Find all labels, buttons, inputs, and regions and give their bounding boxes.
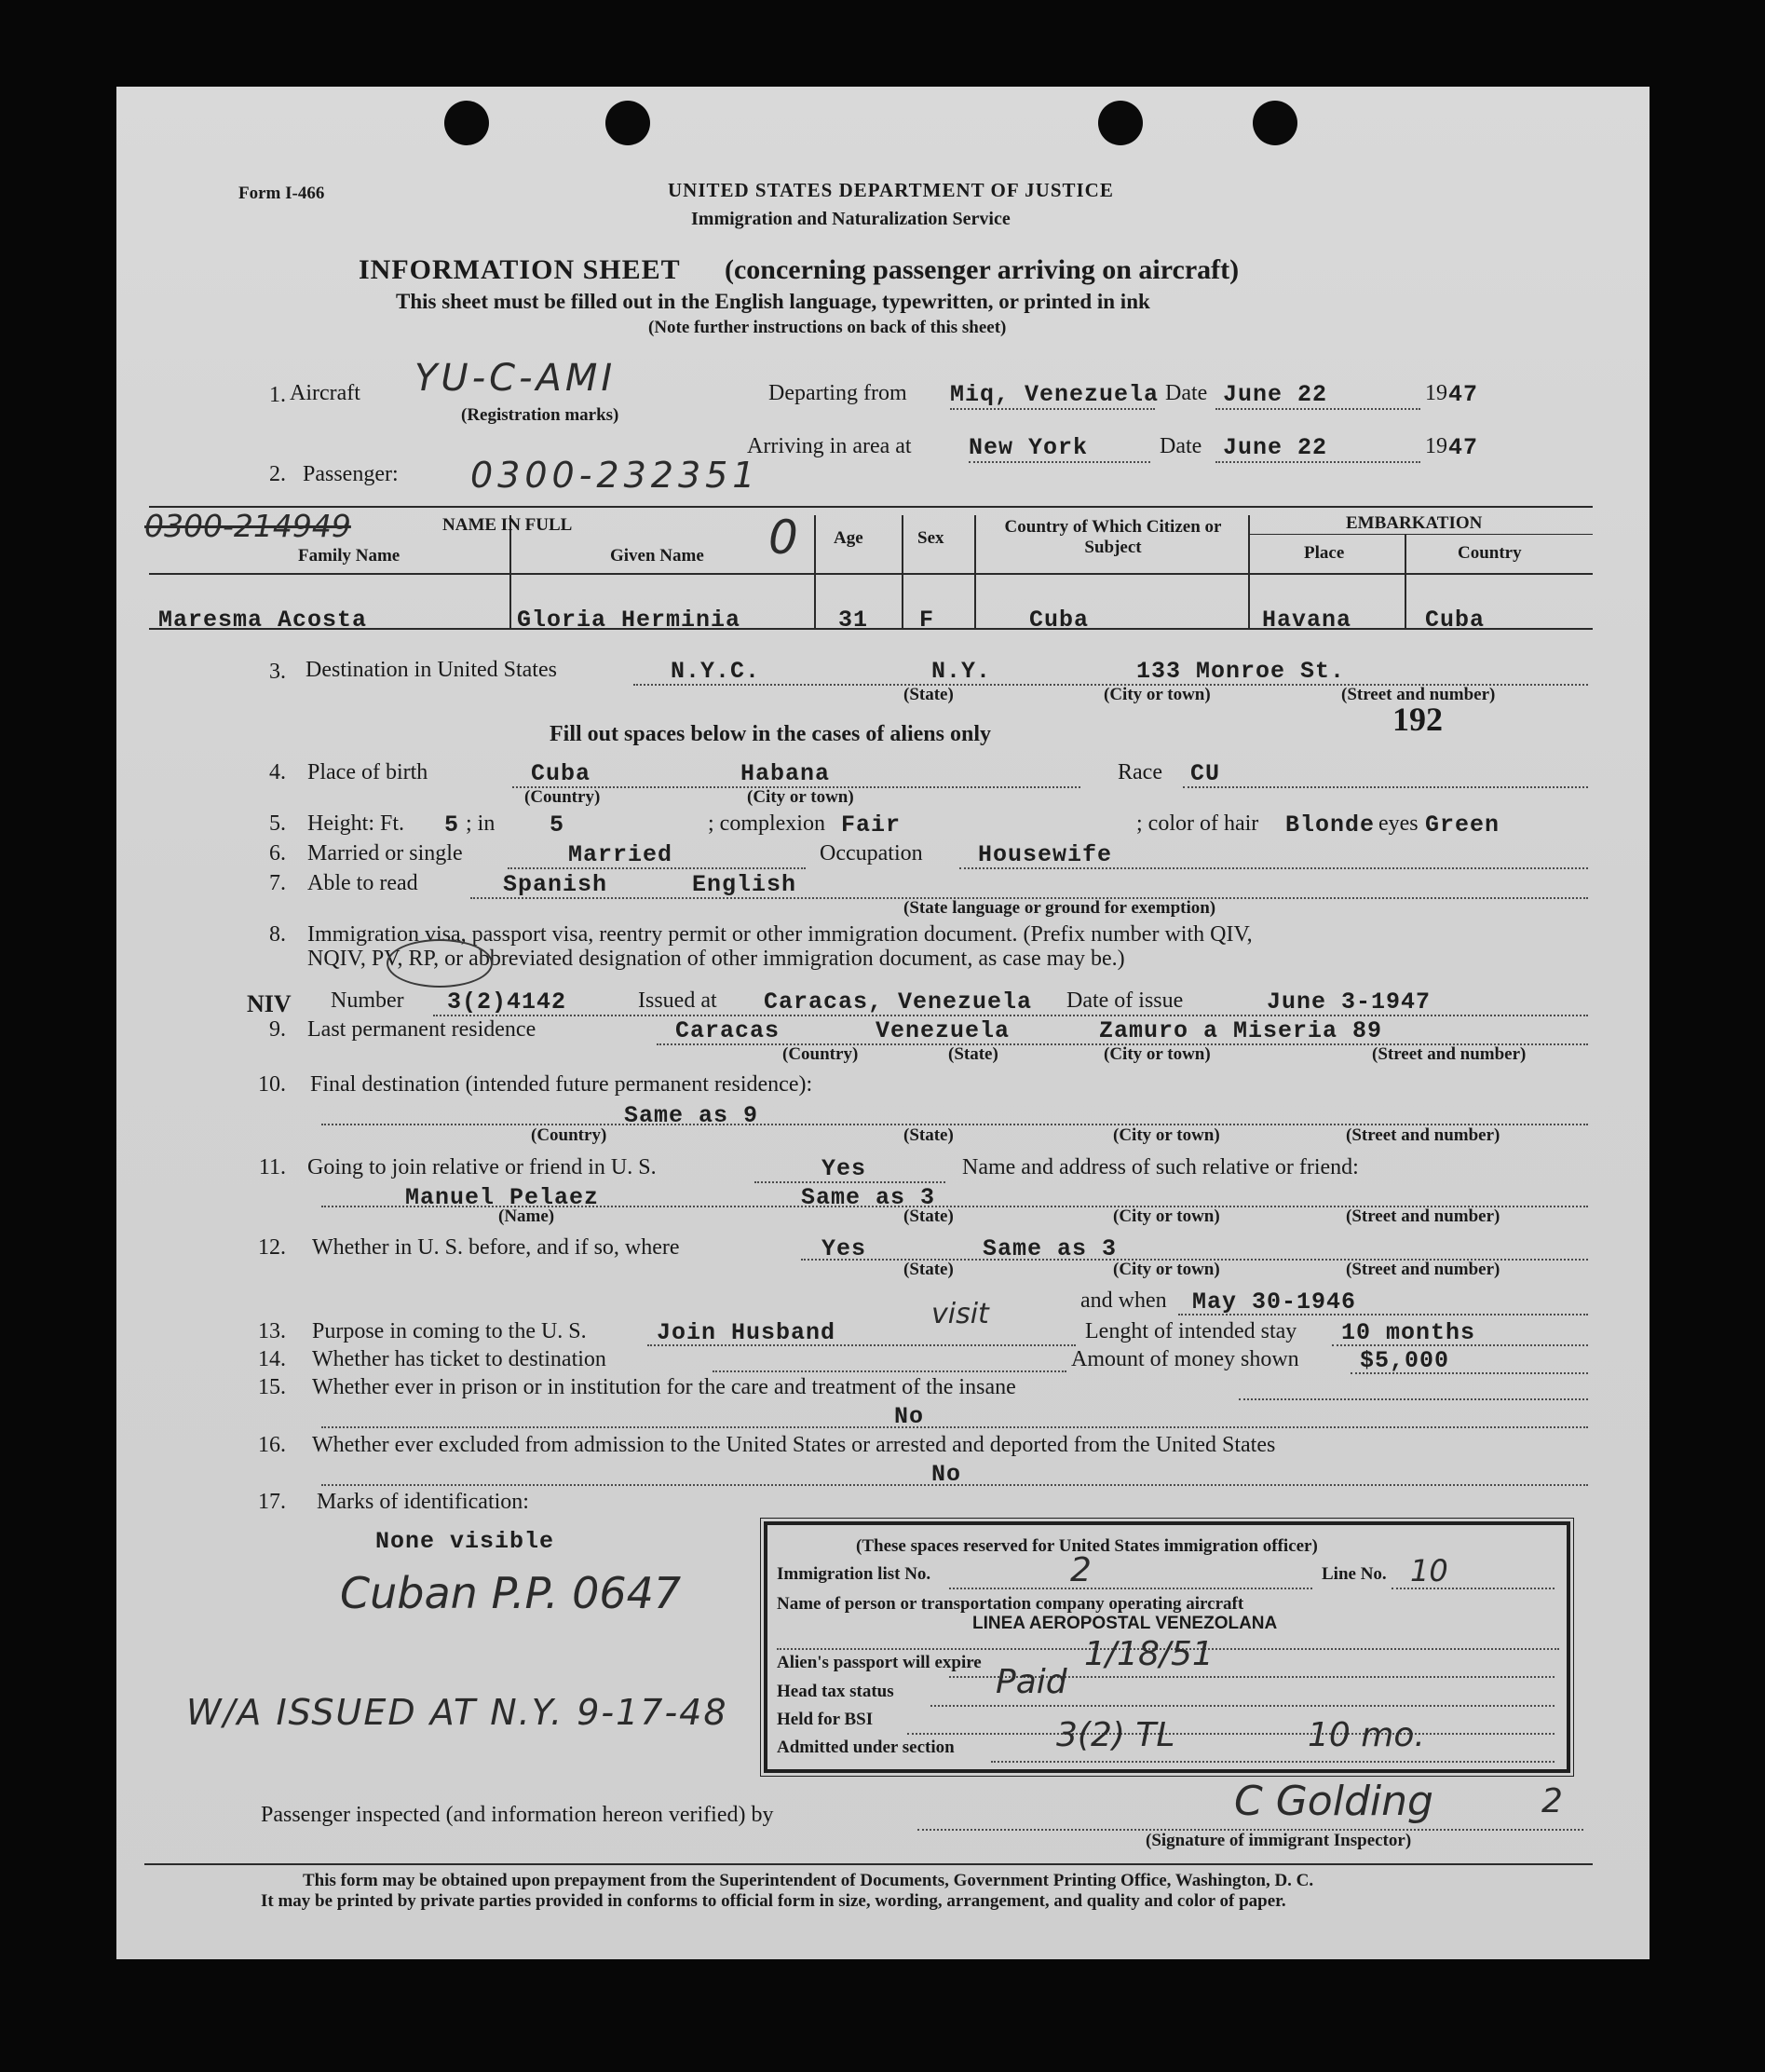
field-line	[1392, 1588, 1555, 1589]
embarkation-header: EMBARKATION	[1346, 513, 1483, 533]
visa-number-label: Number	[331, 988, 404, 1013]
field-line	[991, 1761, 1555, 1763]
prison-value: No	[894, 1403, 925, 1430]
height-in-value: 5	[550, 811, 565, 838]
line-no-value: 10	[1410, 1553, 1448, 1588]
country-caption: (Country)	[531, 1125, 607, 1145]
table-divider	[1248, 515, 1250, 628]
signature-mark: 2	[1541, 1782, 1563, 1820]
read-language-1: Spanish	[503, 871, 608, 898]
read-language-2: English	[692, 871, 797, 898]
city-caption: (City or town)	[1104, 1044, 1211, 1064]
citizen-header: Country of Which Citizen or Subject	[1004, 517, 1222, 557]
officer-box-header: (These spaces reserved for United States immigration officer)	[856, 1536, 1318, 1556]
table-divider	[974, 515, 976, 628]
item-number: 2.	[269, 462, 286, 486]
visa-number-value: 3(2)4142	[447, 988, 567, 1016]
purpose-label: Purpose in coming to the U. S.	[312, 1319, 587, 1343]
height-label: Height: Ft.	[307, 811, 405, 836]
ticket-label: Whether has ticket to destination	[312, 1347, 606, 1371]
field-line	[930, 1705, 1555, 1707]
imm-list-label: Immigration list No.	[777, 1564, 931, 1584]
occupation-value: Housewife	[978, 841, 1113, 868]
eyes-label: eyes	[1378, 811, 1419, 836]
purpose-value: Join Husband	[657, 1319, 836, 1346]
dest-street-value: 133 Monroe St.	[1136, 658, 1346, 685]
form-number: Form I-466	[238, 184, 325, 203]
item-number: 17.	[258, 1490, 286, 1514]
visa-prefix: NIV	[247, 990, 292, 1017]
city-caption: (City or town)	[747, 787, 854, 807]
field-line	[1332, 1344, 1588, 1346]
height-ft-value: 5	[444, 811, 460, 838]
passenger-number: 0300-232351	[470, 455, 760, 496]
dest-state-value: N.Y.	[931, 658, 992, 685]
complexion-label: ; complexion	[708, 811, 825, 836]
field-line	[321, 1484, 1588, 1486]
item-number: 5.	[269, 811, 286, 836]
purpose-handwritten: visit	[931, 1298, 989, 1330]
footer-rule	[144, 1863, 1593, 1865]
item-number: 6.	[269, 841, 286, 866]
join-name-value: Manuel Pelaez	[405, 1184, 600, 1211]
line-no-label: Line No.	[1322, 1564, 1387, 1584]
field-line	[959, 867, 1588, 869]
race-label: Race	[1118, 760, 1162, 784]
stay-label: Lenght of intended stay	[1085, 1319, 1297, 1343]
punch-hole	[1253, 101, 1297, 145]
item-number: 9.	[269, 1017, 286, 1042]
punch-hole	[605, 101, 650, 145]
footer-line-2: It may be printed by private parties provided in conforms to official form in size, wording, arrangement, and quality and color of paper.	[261, 1891, 1286, 1911]
final-destination-label: Final destination (intended future permanent residence):	[310, 1072, 813, 1097]
when-value: May 30-1946	[1192, 1288, 1357, 1315]
depart-date-value: June 22	[1223, 381, 1328, 408]
state-caption: (State)	[948, 1044, 998, 1064]
aircraft-value: YU-C-AMI	[414, 357, 617, 400]
visa-description: Immigration visa, passport visa, reentry permit or other immigration document. (Prefix number with QIV,	[307, 922, 1253, 947]
city-caption: (City or town)	[1113, 1260, 1220, 1279]
item-number: 16.	[258, 1433, 286, 1457]
code-192: 192	[1392, 701, 1443, 738]
age-header: Age	[834, 528, 863, 548]
birth-city-value: Habana	[740, 760, 831, 787]
departing-value: Miq, Venezuela	[950, 381, 1160, 408]
date-issue-label: Date of issue	[1066, 988, 1184, 1013]
country-header: Country	[1458, 543, 1522, 563]
field-line	[907, 1733, 1555, 1735]
item-number: 1.	[269, 383, 286, 407]
name-address-label: Name and address of such relative or friend:	[962, 1155, 1359, 1179]
field-line	[754, 1181, 945, 1183]
arriving-value: New York	[969, 434, 1089, 461]
field-line	[647, 1344, 1076, 1346]
sheet-subtitle: (concerning passenger arriving on aircraft)	[725, 254, 1240, 285]
instruction-note: (Note further instructions on back of this sheet)	[648, 318, 1007, 337]
city-caption: (City or town)	[1113, 1125, 1220, 1145]
instruction-line: This sheet must be filled out in the English language, typewritten, or printed in ink	[396, 290, 1150, 313]
state-caption: (State)	[903, 1125, 954, 1145]
join-label: Going to join relative or friend in U. S.	[307, 1155, 657, 1179]
family-name-value: Maresma Acosta	[158, 607, 368, 634]
country-caption: (Country)	[524, 787, 601, 807]
imm-list-value: 2	[1070, 1551, 1092, 1589]
embark-place-value: Havana	[1262, 607, 1352, 634]
admitted-value: 3(2) TL	[1056, 1716, 1175, 1754]
place-header: Place	[1304, 543, 1345, 563]
date-issue-value: June 3-1947	[1267, 988, 1432, 1016]
field-line	[713, 1370, 1066, 1372]
hand-circle-mark	[387, 939, 493, 988]
table-divider	[902, 515, 903, 628]
issued-at-value: Caracas, Venezuela	[764, 988, 1033, 1016]
street-caption: (Street and number)	[1346, 1260, 1500, 1279]
visa-description-2: NQIV, PV, RP, or abbreviated designation of other immigration document, as case may be.)	[307, 947, 1125, 971]
street-caption: (Street and number)	[1341, 685, 1496, 704]
residence-label: Last permanent residence	[307, 1017, 536, 1042]
race-value: CU	[1190, 760, 1221, 787]
state-caption: (State)	[903, 1206, 954, 1226]
handwritten-zero: 0	[768, 511, 798, 565]
footer-line-1: This form may be obtained upon prepayment from the Superintendent of Documents, Government Printing Office, Washington, D. C.	[303, 1871, 1314, 1890]
company-stamp: LINEA AEROPOSTAL VENEZOLANA	[972, 1614, 1278, 1633]
before-value: Yes	[821, 1235, 867, 1262]
height-in-label: ; in	[466, 811, 496, 836]
inspector-signature: C Golding	[1234, 1778, 1433, 1825]
struck-passenger-number: 0300-214949	[144, 508, 351, 544]
street-caption: (Street and number)	[1346, 1206, 1500, 1226]
street-caption: (Street and number)	[1372, 1044, 1527, 1064]
before-label: Whether in U. S. before, and if so, where	[312, 1235, 680, 1260]
street-caption: (Street and number)	[1346, 1125, 1500, 1145]
item-number: 11.	[258, 1155, 286, 1179]
officer-box	[764, 1521, 1570, 1773]
aliens-only-heading: Fill out spaces below in the cases of aliens only	[550, 722, 992, 746]
field-line	[1183, 786, 1588, 788]
sex-value: F	[919, 607, 935, 634]
punch-hole	[444, 101, 489, 145]
prison-label: Whether ever in prison or in institution for the care and treatment of the insane	[312, 1375, 1016, 1399]
before-where-value: Same as 3	[983, 1235, 1118, 1262]
marital-value: Married	[568, 841, 673, 868]
read-label: Able to read	[307, 871, 418, 895]
punch-hole	[1098, 101, 1143, 145]
field-line	[969, 461, 1150, 463]
table-top-rule	[149, 506, 1593, 508]
given-name-header: Given Name	[610, 546, 704, 566]
field-line	[508, 867, 806, 869]
document-page	[116, 87, 1650, 1959]
field-line	[321, 1426, 1588, 1428]
sex-header: Sex	[917, 528, 944, 548]
passport-expire-label: Alien's passport will expire	[777, 1653, 982, 1672]
passport-expire-value: 1/18/51	[1084, 1635, 1214, 1673]
item-number: 10.	[258, 1072, 286, 1097]
inspected-label: Passenger inspected (and information hereon verified) by	[261, 1803, 774, 1827]
when-label: and when	[1080, 1288, 1167, 1313]
aircraft-label: Aircraft	[290, 381, 360, 405]
name-caption: (Name)	[498, 1206, 555, 1226]
hair-value: Blonde	[1285, 811, 1376, 838]
city-caption: (City or town)	[1113, 1206, 1220, 1226]
citizen-value: Cuba	[1029, 607, 1090, 634]
company-label: Name of person or transportation company operating aircraft	[777, 1594, 1244, 1614]
issued-at-label: Issued at	[638, 988, 717, 1013]
residence-street-value: Zamuro a Miseria 89	[1099, 1017, 1383, 1044]
service-name: Immigration and Naturalization Service	[691, 209, 1011, 229]
residence-city-value: Caracas	[675, 1017, 781, 1044]
admitted-label: Admitted under section	[777, 1738, 955, 1757]
state-caption: (State)	[903, 685, 954, 704]
name-in-full-header: NAME IN FULL	[442, 515, 573, 535]
state-caption: (State)	[903, 1260, 954, 1279]
birth-label: Place of birth	[307, 760, 428, 784]
field-line	[1351, 1372, 1588, 1374]
passenger-label: Passenger:	[303, 462, 399, 486]
handwritten-wa-issued: W/A ISSUED AT N.Y. 9-17-48	[186, 1692, 728, 1733]
signature-caption: (Signature of immigrant Inspector)	[1146, 1831, 1412, 1850]
residence-country-value: Venezuela	[876, 1017, 1011, 1044]
item-number: 8.	[269, 922, 286, 947]
table-divider	[1405, 534, 1406, 628]
dest-city-value: N.Y.C.	[671, 658, 761, 685]
money-label: Amount of money shown	[1071, 1347, 1299, 1371]
arrive-year-value: 47	[1448, 434, 1479, 461]
item-number: 3.	[269, 660, 286, 684]
field-line	[949, 1588, 1312, 1589]
item-number: 12.	[258, 1235, 286, 1260]
family-name-header: Family Name	[298, 546, 401, 566]
held-bsi-label: Held for BSI	[777, 1710, 874, 1729]
given-name-value: Gloria Herminia	[517, 607, 741, 634]
field-line	[1178, 1314, 1588, 1315]
item-number: 4.	[269, 760, 286, 784]
hair-label: ; color of hair	[1136, 811, 1259, 836]
money-value: $5,000	[1360, 1347, 1450, 1374]
item-number: 15.	[258, 1375, 286, 1399]
sheet-title: INFORMATION SHEET	[359, 254, 681, 285]
excluded-value: No	[931, 1461, 962, 1488]
agency-name: UNITED STATES DEPARTMENT OF JUSTICE	[668, 179, 1114, 201]
arrive-date-value: June 22	[1223, 434, 1328, 461]
marital-label: Married or single	[307, 841, 463, 866]
field-line	[1239, 1398, 1588, 1400]
registration-marks-label: (Registration marks)	[461, 405, 619, 425]
city-caption: (City or town)	[1104, 685, 1211, 704]
head-tax-label: Head tax status	[777, 1682, 894, 1701]
table-divider	[1248, 534, 1593, 535]
field-line	[1215, 408, 1420, 410]
item-number: 14.	[258, 1347, 286, 1371]
handwritten-passport: Cuban P.P. 0647	[340, 1568, 682, 1618]
item-number: 13.	[258, 1319, 286, 1343]
table-header-rule	[149, 573, 1593, 575]
head-tax-value: Paid	[996, 1663, 1067, 1701]
language-caption: (State language or ground for exemption)	[903, 898, 1216, 918]
eyes-value: Green	[1425, 811, 1500, 838]
complexion-value: Fair	[841, 811, 902, 838]
item-number: 7.	[269, 871, 286, 895]
arrive-year-prefix: 19	[1425, 434, 1447, 458]
join-address-value: Same as 3	[801, 1184, 936, 1211]
excluded-label: Whether ever excluded from admission to the United States or arrested and deported from the United States	[312, 1433, 1276, 1457]
marks-value: None visible	[375, 1528, 555, 1555]
embark-country-value: Cuba	[1425, 607, 1486, 634]
departing-label: Departing from	[768, 381, 907, 405]
age-value: 31	[838, 607, 869, 634]
depart-year-value: 47	[1448, 381, 1479, 408]
marks-label: Marks of identification:	[317, 1490, 529, 1514]
field-line	[950, 408, 1155, 410]
field-line	[433, 1015, 1588, 1016]
field-line	[1215, 461, 1420, 463]
occupation-label: Occupation	[820, 841, 923, 866]
final-destination-value: Same as 9	[624, 1102, 759, 1129]
arriving-label: Arriving in area at	[747, 434, 912, 458]
join-value: Yes	[821, 1155, 867, 1182]
date-label: Date	[1165, 381, 1208, 405]
destination-label: Destination in United States	[305, 658, 557, 682]
table-divider	[814, 515, 816, 628]
admitted-stay-value: 10 mo.	[1308, 1716, 1425, 1754]
stay-value: 10 months	[1341, 1319, 1476, 1346]
birth-country-value: Cuba	[531, 760, 591, 787]
arrive-date-label: Date	[1160, 434, 1202, 458]
depart-year-prefix: 19	[1425, 381, 1447, 405]
country-caption: (Country)	[782, 1044, 859, 1064]
